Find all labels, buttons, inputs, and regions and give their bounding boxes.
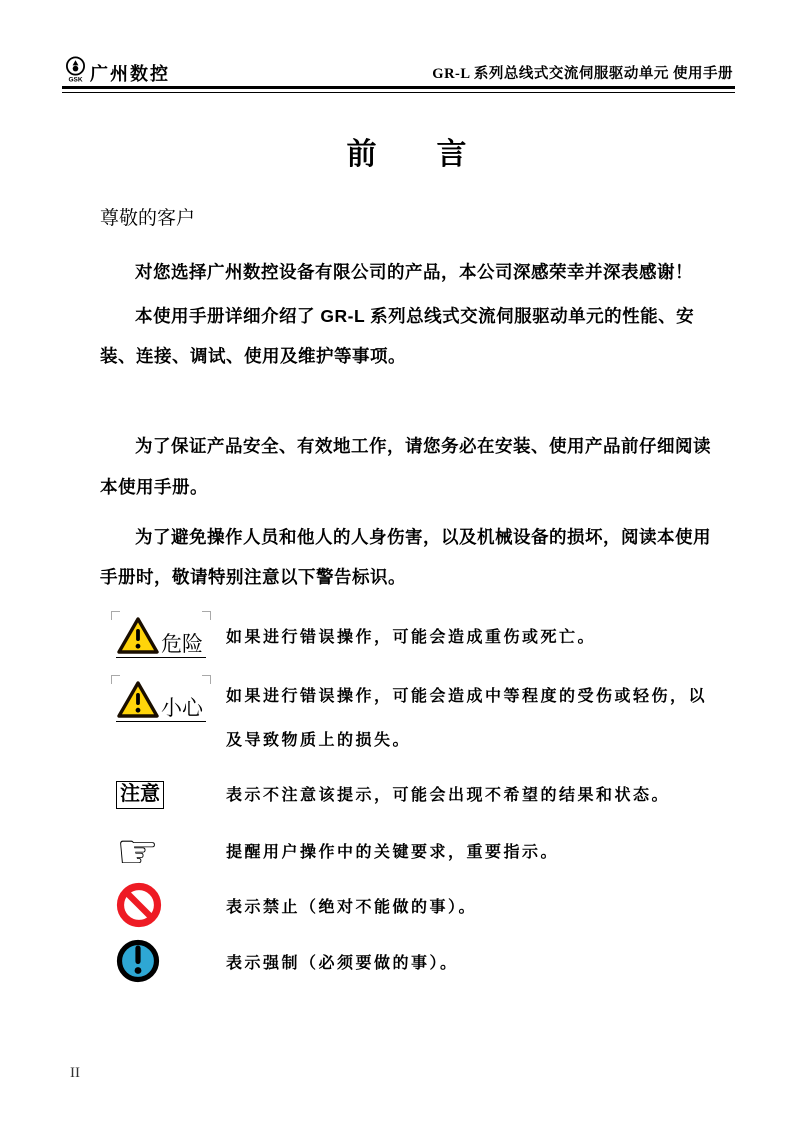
caution-icon-cell [100, 675, 226, 725]
note-description: 表示不注意该提示，可能会出现不希望的结果和状态。 [226, 786, 671, 804]
brand-name-label: 广州数控 [90, 64, 170, 84]
gsk-brand [64, 56, 170, 83]
warning-row-danger [100, 613, 713, 661]
paragraph-warning-notice: 为了避免操作人员和他人的人身伤害，以及机械设备的损坏，阅读本使用手册时，敬请特别注意以下警告标识。 [100, 526, 711, 588]
warning-row-prohibition [100, 882, 713, 933]
header-manual-title: GR-L 系列总线式交流伺服驱动单元 使用手册 [432, 66, 733, 82]
warning-row-hand [100, 824, 713, 880]
warning-triangle-icon [116, 616, 160, 656]
danger-label: 危险 [161, 633, 203, 657]
pointing-hand-icon: ☞ [116, 824, 160, 880]
gsk-logo-icon [64, 56, 87, 83]
prohibition-icon [116, 882, 162, 928]
gsk-logo-sub-label: GSK [68, 76, 83, 83]
page-header [62, 56, 735, 86]
caution-label: 小心 [161, 697, 203, 721]
paragraph-manual-scope: 本使用手册详细介绍了 GR-L 系列总线式交流伺服驱动单元的性能、安装、连接、调试、使用及维护等事项。 [100, 305, 695, 367]
warning-triangle-icon [116, 680, 160, 720]
page-title: 前 言 [346, 138, 467, 171]
hand-description: 提醒用户操作中的关键要求，重要指示。 [226, 844, 560, 861]
warning-legend [100, 613, 713, 988]
mandatory-description: 表示强制（必须要做的事）。 [226, 955, 459, 973]
mandatory-icon [116, 939, 160, 983]
prohibition-icon-cell [100, 882, 226, 933]
caution-description: 如果进行错误操作，可能会造成中等程度的受伤或轻伤，以及导致物质上的损失。 [226, 688, 708, 749]
warning-row-mandatory [100, 939, 713, 988]
page-content [100, 137, 713, 988]
danger-sign [116, 613, 206, 658]
danger-icon-cell [100, 613, 226, 661]
salutation-text: 尊敬的客户 [100, 208, 196, 229]
note-box-label: 注意 [116, 781, 164, 809]
warning-row-caution [100, 675, 713, 761]
hand-icon-cell [100, 824, 226, 880]
caution-sign [116, 677, 206, 722]
danger-description: 如果进行错误操作，可能会造成重伤或死亡。 [226, 628, 597, 646]
note-icon-cell [100, 781, 226, 809]
paragraph-read-before-use: 为了保证产品安全、有效地工作，请您务必在安装、使用产品前仔细阅读本使用手册。 [100, 436, 711, 497]
header-rule [62, 86, 735, 93]
mandatory-icon-cell [100, 939, 226, 988]
page-number: II [70, 1065, 80, 1081]
prohibition-description: 表示禁止（绝对不能做的事）。 [226, 899, 478, 917]
warning-row-note [100, 774, 713, 817]
paragraph-thanks: 对您选择广州数控设备有限公司的产品，本公司深感荣幸并深表感谢！ [135, 261, 693, 282]
